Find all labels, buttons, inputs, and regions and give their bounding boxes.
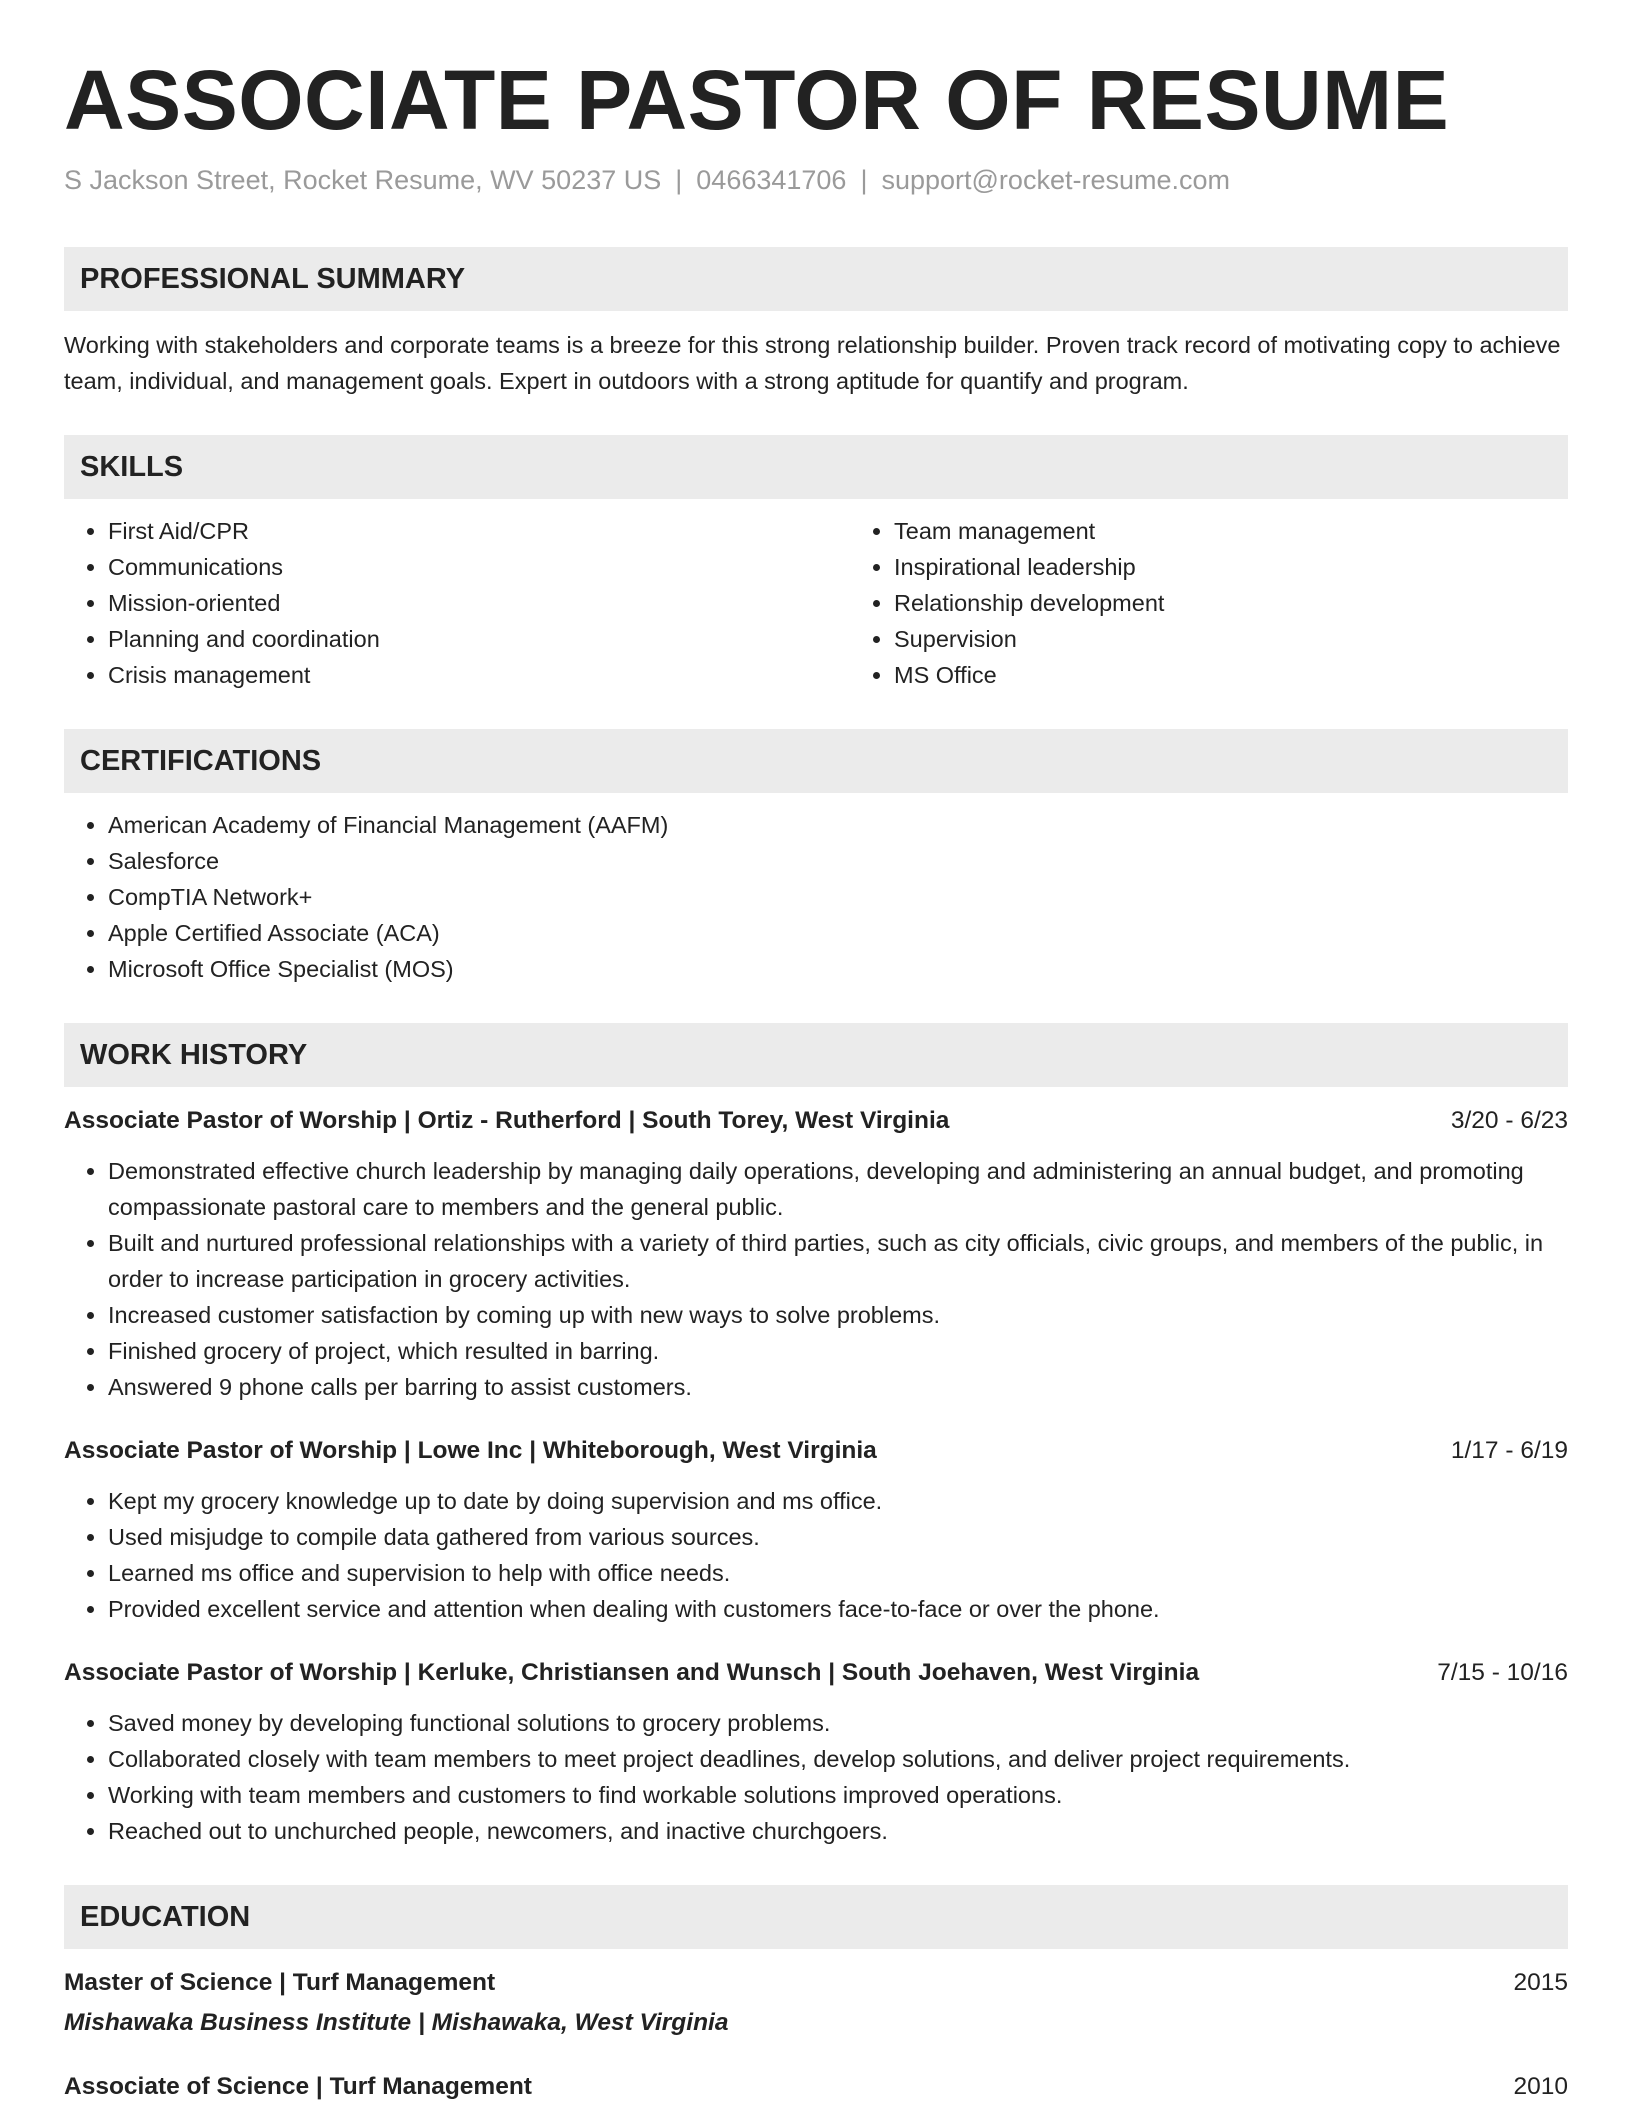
job-entry <box>64 1653 1568 1849</box>
job-header <box>64 1431 1568 1471</box>
skill-item: • First Aid/CPR <box>108 513 850 549</box>
education-heading: EDUCATION <box>64 1885 1568 1949</box>
contact-separator: | <box>675 165 683 195</box>
job-bullet: • Answered 9 phone calls per barring to assist customers. <box>108 1369 1568 1405</box>
skill-item: • Communications <box>108 549 850 585</box>
skill-item: • Team management <box>894 513 1568 549</box>
education-degree: Master of Science | Turf Management <box>64 1969 496 1997</box>
contact-line <box>64 164 1568 196</box>
contact-separator: | <box>860 165 868 195</box>
skill-item: • MS Office <box>894 657 1568 693</box>
job-bullet: • Working with team members and customers to find workable solutions improved operations. <box>108 1777 1568 1813</box>
skills-heading: SKILLS <box>64 435 1568 499</box>
skill-item: • Relationship development <box>894 585 1568 621</box>
contact-address: S Jackson Street, Rocket Resume, WV 50237 US <box>64 165 662 195</box>
summary-text: Working with stakeholders and corporate teams is a breeze for this strong relationship builder. Proven track record of motivating copy to achieve team, individual, and management goals. Expert in outdoors with a strong aptitude for quantify and program. <box>64 332 1561 395</box>
skill-item: • Crisis management <box>108 657 850 693</box>
job-title: Associate Pastor of Worship | Ortiz - Rutherford | South Torey, West Virginia <box>64 1107 950 1135</box>
education-year: 2015 <box>1513 1969 1568 1997</box>
skill-item: • Supervision <box>894 621 1568 657</box>
education-school: Mishawaka Business Institute | Mishawaka, West Virginia <box>64 2009 729 2037</box>
job-bullet: • Built and nurtured professional relationships with a variety of third parties, such as city officials, civic groups, and members of the public, in order to increase participation in grocery activities. <box>108 1225 1568 1297</box>
skill-item: • Mission-oriented <box>108 585 850 621</box>
contact-email: support@rocket-resume.com <box>881 165 1230 195</box>
education-entry <box>64 2067 1568 2107</box>
skill-item: • Inspirational leadership <box>894 549 1568 585</box>
job-bullet: • Demonstrated effective church leadership by managing daily operations, developing and administering an annual budget, and promoting compassionate pastoral care to members and the general public. <box>108 1153 1568 1225</box>
job-title: Associate Pastor of Worship | Kerluke, Christiansen and Wunsch | South Joehaven, West Virginia <box>64 1659 1200 1687</box>
certification-item: • Apple Certified Associate (ACA) <box>108 915 1568 951</box>
skills-list-right <box>850 513 1568 693</box>
education-entry <box>64 1963 1568 2043</box>
skills-list-left <box>64 513 850 693</box>
job-dates: 7/15 - 10/16 <box>1437 1659 1568 1687</box>
education-header <box>64 1963 1568 2003</box>
job-title: Associate Pastor of Worship | Lowe Inc | Whiteborough, West Virginia <box>64 1437 877 1465</box>
resume-title: ASSOCIATE PASTOR OF RESUME <box>64 53 1450 147</box>
certification-item: • Salesforce <box>108 843 1568 879</box>
job-bullet: • Collaborated closely with team members to meet project deadlines, develop solutions, and deliver project requirements. <box>108 1741 1568 1777</box>
certifications-heading: CERTIFICATIONS <box>64 729 1568 793</box>
certification-item: • CompTIA Network+ <box>108 879 1568 915</box>
job-bullets <box>64 1153 1568 1405</box>
job-dates: 1/17 - 6/19 <box>1450 1437 1568 1465</box>
job-entry <box>64 1431 1568 1627</box>
job-entry <box>64 1101 1568 1405</box>
work-history-heading: WORK HISTORY <box>64 1023 1568 1087</box>
job-bullet: • Provided excellent service and attention when dealing with customers face-to-face or over the phone. <box>108 1591 1568 1627</box>
education-header <box>64 2067 1568 2107</box>
job-header <box>64 1653 1568 1693</box>
job-bullets <box>64 1705 1568 1849</box>
job-bullet: • Learned ms office and supervision to help with office needs. <box>108 1555 1568 1591</box>
job-bullet: • Reached out to unchurched people, newcomers, and inactive churchgoers. <box>108 1813 1568 1849</box>
job-bullet: • Finished grocery of project, which resulted in barring. <box>108 1333 1568 1369</box>
job-bullet: • Saved money by developing functional solutions to grocery problems. <box>108 1705 1568 1741</box>
job-bullet: • Used misjudge to compile data gathered from various sources. <box>108 1519 1568 1555</box>
job-bullet: • Kept my grocery knowledge up to date by doing supervision and ms office. <box>108 1483 1568 1519</box>
certifications-list <box>64 807 1568 987</box>
certification-item: • Microsoft Office Specialist (MOS) <box>108 951 1568 987</box>
job-bullet: • Increased customer satisfaction by coming up with new ways to solve problems. <box>108 1297 1568 1333</box>
certification-item: • American Academy of Financial Management (AAFM) <box>108 807 1568 843</box>
education-year: 2010 <box>1513 2073 1568 2101</box>
skills-columns <box>64 513 1568 693</box>
contact-phone: 0466341706 <box>696 165 847 195</box>
job-dates: 3/20 - 6/23 <box>1450 1107 1568 1135</box>
education-degree: Associate of Science | Turf Management <box>64 2073 532 2101</box>
job-bullets <box>64 1483 1568 1627</box>
summary-heading: PROFESSIONAL SUMMARY <box>64 247 1568 311</box>
skill-item: • Planning and coordination <box>108 621 850 657</box>
job-header <box>64 1101 1568 1141</box>
